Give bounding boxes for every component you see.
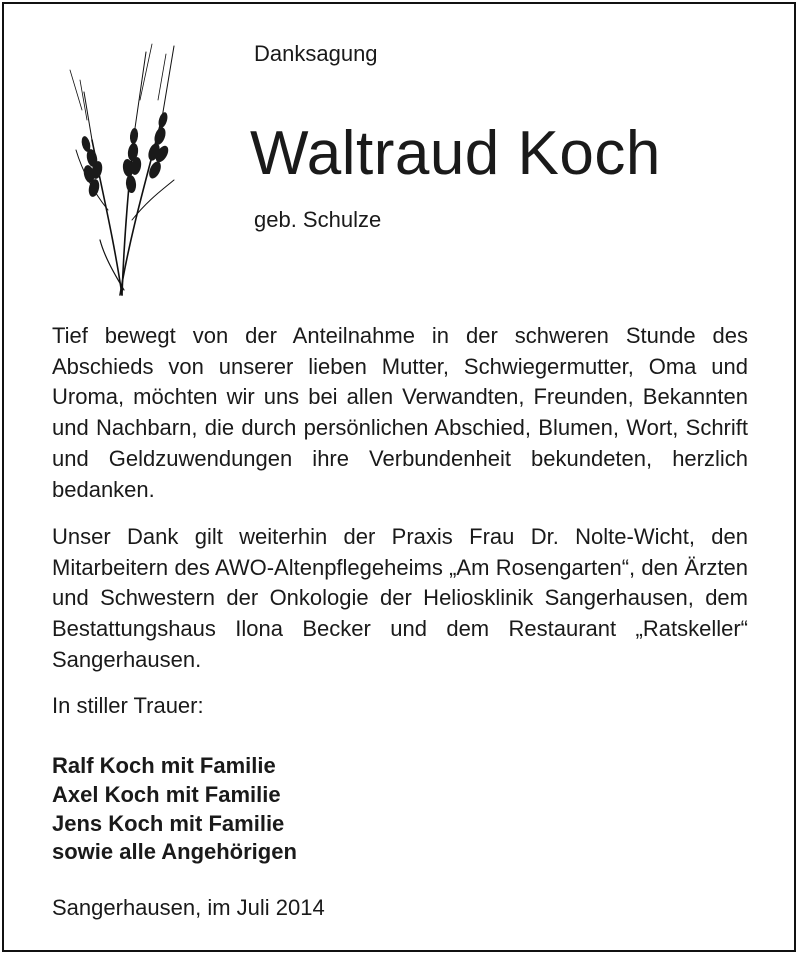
acknowledgement-paragraph: Unser Dank gilt weiterhin der Praxis Frau Dr. Nolte-Wicht, den Mitarbeitern des AWO-Altenpflegeheims „Am Rosengarten“, den Ärzten und Schwestern der Onkologie der Heliosklinik Sangerhausen, dem Bestattungshaus Ilona Becker und dem Restaurant „Ratskeller“ Sangerhausen. (52, 524, 748, 672)
birth-name: geb. Schulze (254, 207, 382, 232)
place-date: Sangerhausen, im Juli 2014 (52, 895, 325, 920)
notice-type-heading: Danksagung (254, 41, 378, 66)
wheat-ears-icon (62, 40, 182, 302)
thanks-paragraph: Tief bewegt von der Anteilnahme in der schweren Stunde des Abschieds von unserer lieben Mutter, Schwiegermutter, Oma und Uroma, möchten wir uns bei allen Verwandten, Freunden, Bekannten und Nachbarn, die durch persönlichen Abschied, Blumen, Wort, Schrift und Geldzuwendungen ihre Verbundenheit bekundeten, herzlich bedanken. (52, 323, 748, 502)
family-member: sowie alle Angehörigen (52, 839, 297, 865)
family-member: Jens Koch mit Familie (52, 810, 285, 836)
family-member: Ralf Koch mit Familie (52, 753, 276, 778)
mourning-line: In stiller Trauer: (52, 693, 204, 718)
family-list (52, 752, 297, 867)
deceased-name: Waltraud Koch (250, 119, 661, 188)
family-member: Axel Koch mit Familie (52, 781, 281, 807)
